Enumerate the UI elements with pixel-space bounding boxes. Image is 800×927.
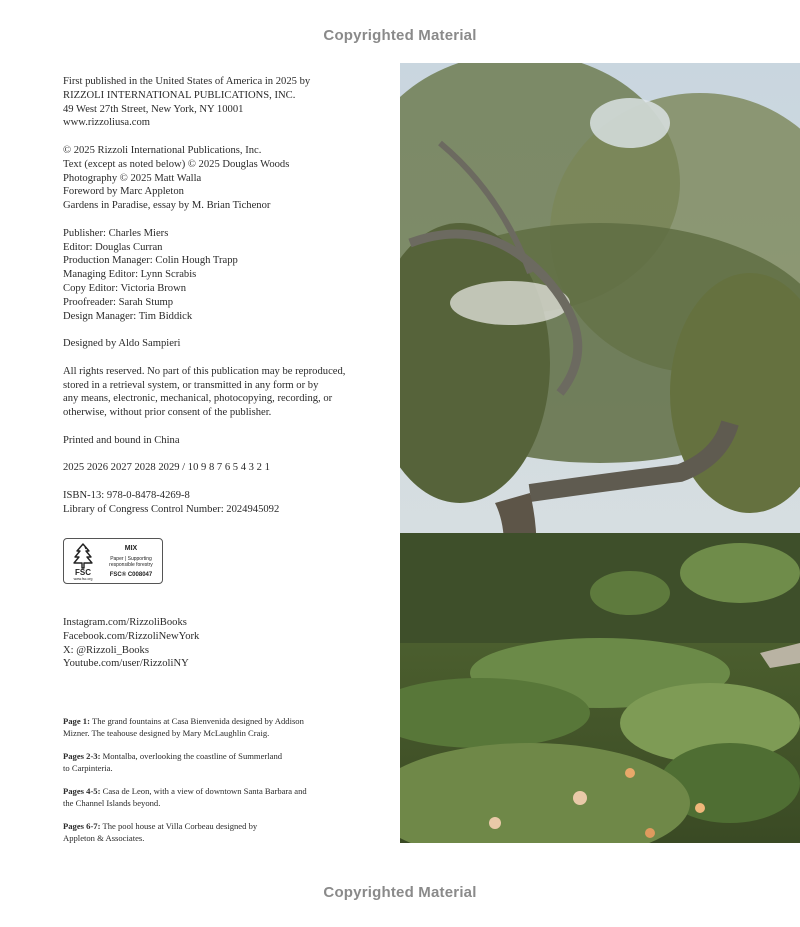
caption-text: Appleton & Associates. (63, 833, 145, 844)
publication-block (63, 75, 383, 130)
social-instagram: Instagram.com/RizzoliBooks (63, 617, 187, 628)
social-facebook: Facebook.com/RizzoliNewYork (63, 630, 200, 642)
caption-label: Pages 2-3: (63, 751, 101, 762)
designer-line: Designed by Aldo Sampieri (63, 338, 181, 350)
credit-line: Editor: Douglas Curran (63, 241, 163, 253)
credit-line: Design Manager: Tim Biddick (63, 310, 193, 322)
printing-line-block (63, 461, 383, 475)
caption-pages-4-5 (63, 786, 363, 810)
copyright-line: Text (except as noted below) © 2025 Douglas Woods (63, 158, 290, 170)
rights-block (63, 365, 383, 420)
rights-line: All rights reserved. No part of this publication may be reproduced, (63, 365, 346, 377)
colophon-text (63, 75, 383, 530)
credit-line: Copy Editor: Victoria Brown (63, 282, 187, 294)
copyright-block (63, 144, 383, 213)
caption-label: Pages 6-7: (63, 821, 101, 832)
credits-block (63, 227, 383, 324)
publication-line: First published in the United States of America in 2025 by (63, 76, 311, 87)
fsc-paper-line: responsible forestry (109, 561, 153, 568)
rights-line: otherwise, without prior consent of the publisher. (63, 407, 272, 419)
caption-page-1 (63, 716, 363, 740)
fsc-paper-line: Paper | Supporting (110, 556, 152, 562)
isbn-line: ISBN-13: 978-0-8478-4269-8 (63, 489, 190, 501)
rights-line: any means, electronic, mechanical, photocopying, recording, or (63, 393, 333, 405)
caption-label: Page 1: (63, 716, 90, 726)
rights-line: stored in a retrieval system, or transmitted in any form or by (63, 379, 319, 391)
fsc-tree-icon (69, 542, 97, 570)
copyright-line: Foreword by Marc Appleton (63, 186, 184, 198)
page-captions (63, 716, 363, 856)
designer-block (63, 337, 383, 351)
caption-text: to Carpinteria. (63, 762, 113, 773)
credit-line: Managing Editor: Lynn Scrabis (63, 269, 197, 281)
fsc-wordmark: FSC (75, 568, 91, 577)
fsc-logo (63, 538, 163, 584)
caption-pages-6-7 (63, 821, 363, 845)
social-youtube: Youtube.com/user/RizzoliNY (63, 658, 189, 670)
printed-block (63, 434, 383, 448)
watermark-bottom: Copyrighted Material (323, 884, 477, 901)
publisher-url: www.rizzoliusa.com (63, 117, 150, 129)
fsc-paper-text (102, 557, 160, 568)
social-links (63, 616, 199, 671)
copyright-line: Gardens in Paradise, essay by M. Brian Tichenor (63, 200, 271, 212)
fsc-mix-label: MIX (124, 545, 138, 552)
social-x: X: @Rizzoli_Books (63, 644, 149, 656)
publication-line: RIZZOLI INTERNATIONAL PUBLICATIONS, INC. (63, 89, 296, 101)
copyright-line: Photography © 2025 Matt Walla (63, 172, 202, 184)
caption-text: Montalba, overlooking the coastline of Summerland (100, 751, 283, 762)
watermark-top: Copyrighted Material (323, 27, 477, 44)
caption-text: Casa de Leon, with a view of downtown Santa Barbara and (100, 786, 307, 797)
caption-label: Pages 4-5: (63, 786, 101, 797)
lccn-line: Library of Congress Control Number: 2024945092 (63, 503, 280, 515)
fsc-code: FSC® C008047 (109, 572, 153, 578)
caption-text: Mizner. The teahouse designed by Mary McLaughlin Craig. (63, 727, 270, 738)
garden-photograph (400, 63, 800, 843)
printed-line: Printed and bound in China (63, 434, 180, 446)
copyright-line: © 2025 Rizzoli International Publications, Inc. (63, 144, 262, 156)
fsc-url: www.fsc.org (73, 577, 93, 581)
caption-text: the Channel Islands beyond. (63, 797, 161, 808)
publication-line: 49 West 27th Street, New York, NY 10001 (63, 103, 244, 115)
credit-line: Production Manager: Colin Hough Trapp (63, 255, 238, 267)
isbn-block (63, 489, 383, 517)
printing-number-line: 2025 2026 2027 2028 2029 / 10 9 8 7 6 5 4 3 2 1 (63, 462, 270, 474)
garden-oak-tree-image (400, 63, 800, 843)
caption-text: The grand fountains at Casa Bienvenida designed by Addison (89, 716, 304, 726)
caption-pages-2-3 (63, 751, 363, 775)
credit-line: Proofreader: Sarah Stump (63, 296, 174, 308)
credit-line: Publisher: Charles Miers (63, 227, 169, 239)
caption-text: The pool house at Villa Corbeau designed by (100, 821, 258, 832)
